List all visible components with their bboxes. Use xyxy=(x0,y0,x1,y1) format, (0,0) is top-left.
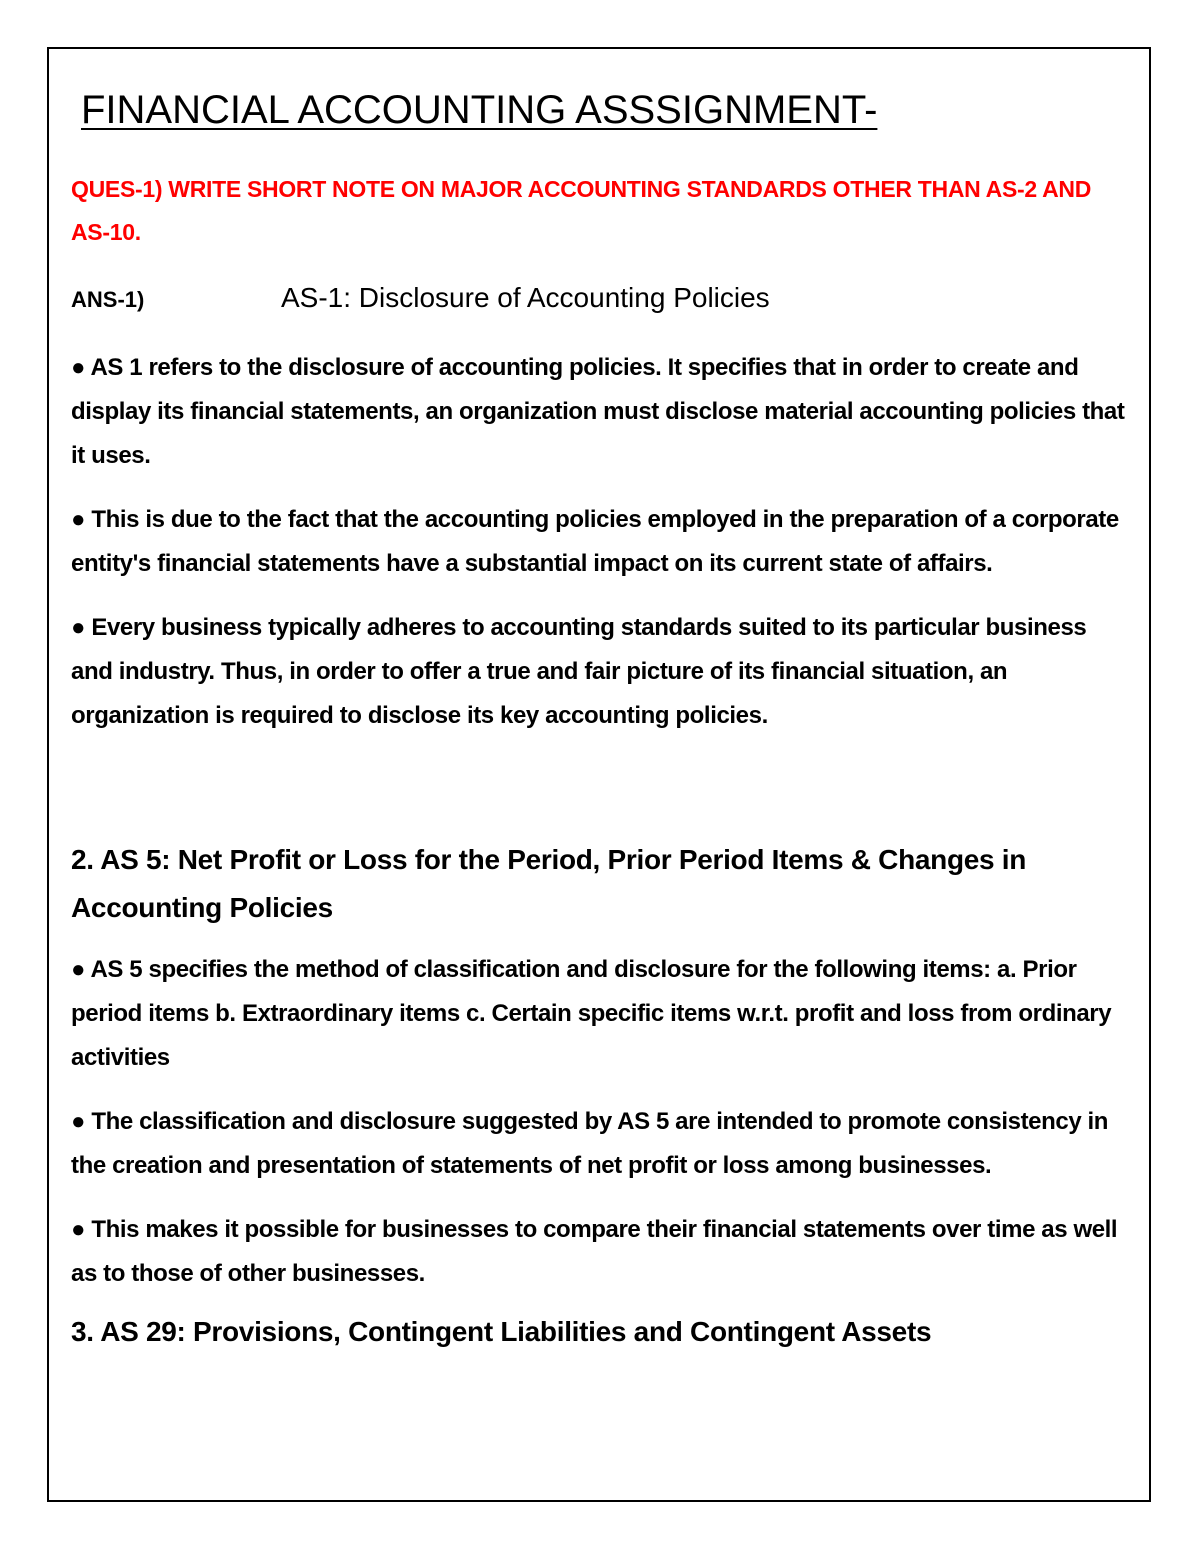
as1-paragraph-1: ● AS 1 refers to the disclosure of accounting policies. It specifies that in order to create and display its financial statements, an organization must disclose material accounting policies that it uses. xyxy=(71,354,1125,469)
section-heading-as29: 3. AS 29: Provisions, Contingent Liabilities and Contingent Assets xyxy=(71,1316,932,1347)
document-body xyxy=(71,82,1133,1356)
answer-label: ANS-1) xyxy=(71,287,145,312)
question-text: QUES-1) WRITE SHORT NOTE ON MAJOR ACCOUNTING STANDARDS OTHER THAN AS-2 AND AS-10. xyxy=(71,176,1092,245)
document-title: FINANCIAL ACCOUNTING ASSSIGNMENT- xyxy=(81,88,878,132)
as1-paragraph-2: ● This is due to the fact that the accounting policies employed in the preparation of a corporate entity's financial statements have a substantial impact on its current state of affairs. xyxy=(71,506,1119,577)
answer-header xyxy=(71,282,1133,324)
as5-paragraph-3: ● This makes it possible for businesses to compare their financial statements over time as well as to those of other businesses. xyxy=(71,1216,1118,1287)
as1-paragraph-3: ● Every business typically adheres to accounting standards suited to its particular business and industry. Thus, in order to offer a true and fair picture of its financial situation, an organization is required to disclose its key accounting policies. xyxy=(71,614,1087,729)
as5-paragraph-1: ● AS 5 specifies the method of classification and disclosure for the following items: a. Prior period items b. Extraordinary items c. Certain specific items w.r.t. profit and loss from ordinary activities xyxy=(71,956,1112,1071)
section-heading-as1: AS-1: Disclosure of Accounting Policies xyxy=(281,282,770,313)
section-heading-as5: 2. AS 5: Net Profit or Loss for the Period, Prior Period Items & Changes in Accounting Policies xyxy=(71,844,1027,923)
as5-paragraph-2: ● The classification and disclosure suggested by AS 5 are intended to promote consistency in the creation and presentation of statements of net profit or loss among businesses. xyxy=(71,1108,1109,1179)
